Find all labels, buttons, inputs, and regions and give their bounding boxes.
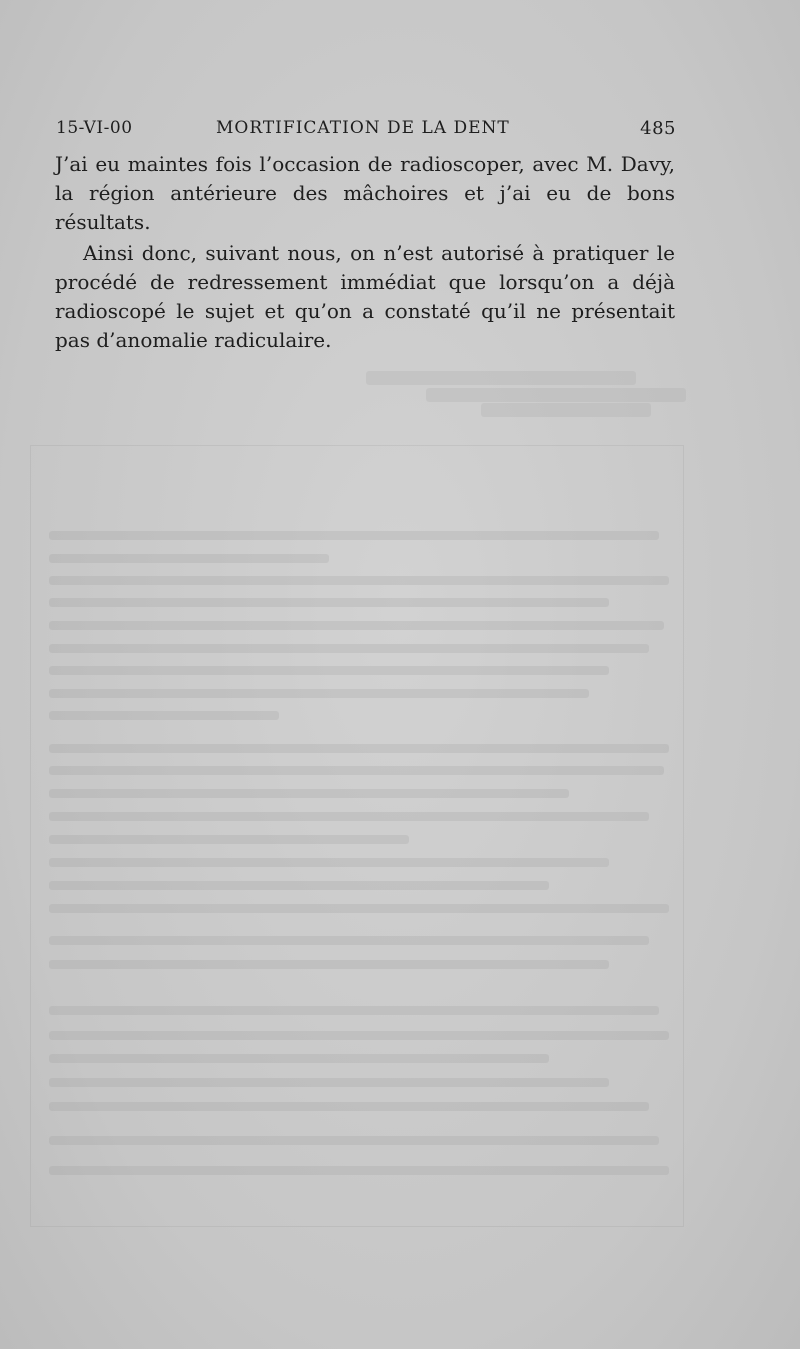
running-header <box>56 118 676 140</box>
paragraph: J’ai eu maintes fois l’occasion de radioscoper, avec M. Davy, la région antérieure des mâchoires et j’ai eu de bons résultats. <box>55 152 675 234</box>
body-text <box>55 150 675 355</box>
running-title: MORTIFICATION DE LA DENT <box>216 118 510 138</box>
show-through-reverse-page <box>30 445 684 1227</box>
page-number: 485 <box>640 118 676 139</box>
header-date: 15-VI-00 <box>56 118 133 138</box>
paragraph: Ainsi donc, suivant nous, on n’est autorisé à pratiquer le procédé de redressement immédiat que lorsqu’on a déjà radioscopé le sujet et qu’on a constaté qu’il ne présentait pas d’anomalie radiculaire. <box>55 241 675 352</box>
